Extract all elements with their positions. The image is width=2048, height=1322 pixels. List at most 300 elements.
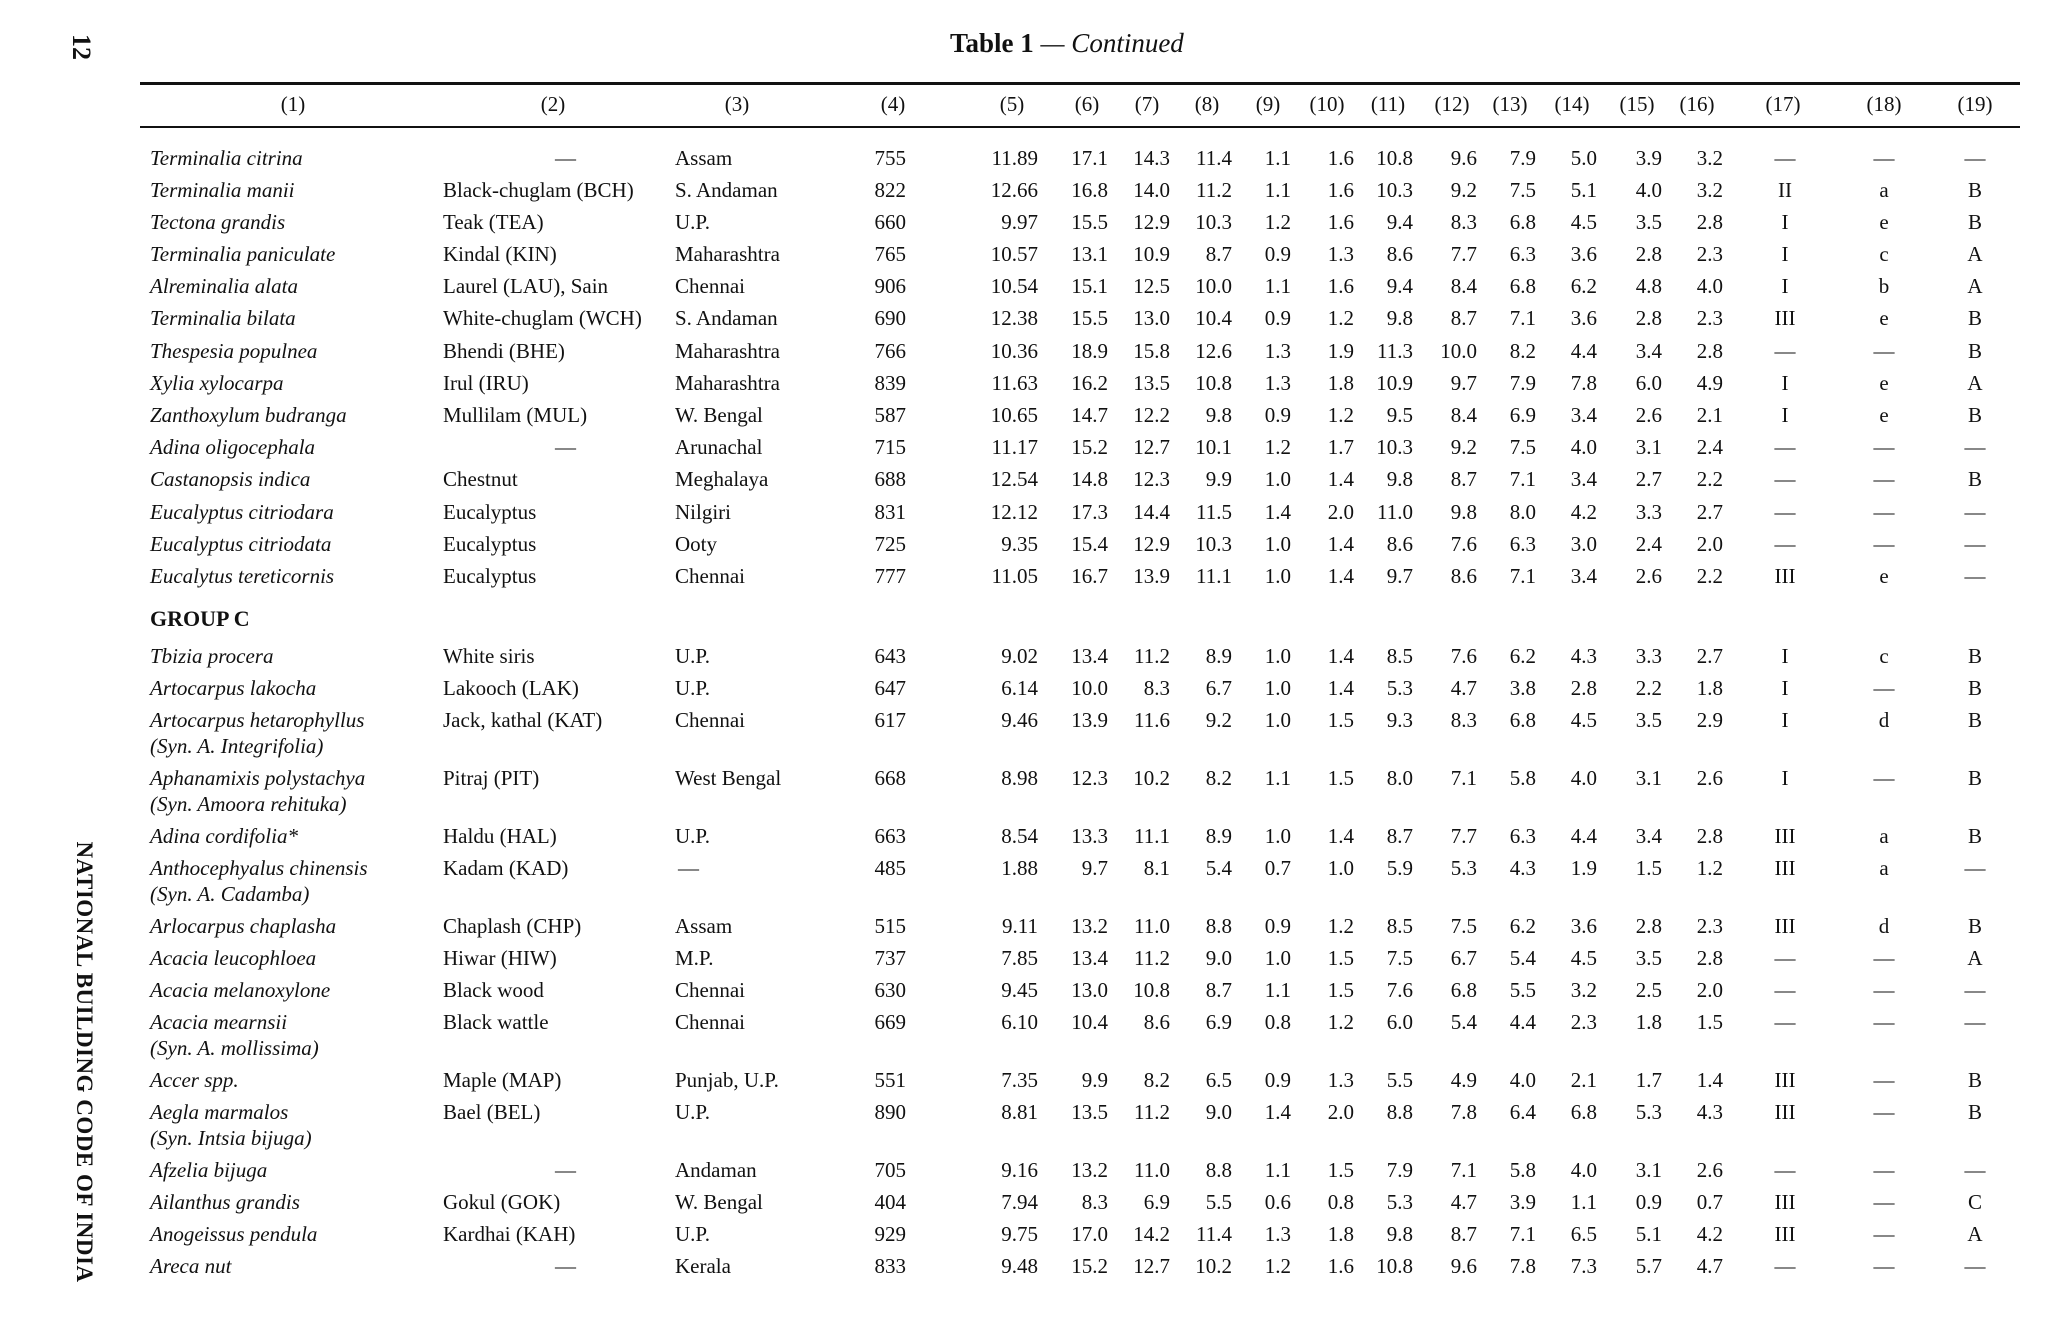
trade-name: Eucalyptus <box>443 500 537 524</box>
trade-name: Chaplash (CHP) <box>443 914 582 938</box>
cell-c14: 4.0 <box>1570 766 1597 790</box>
cell-c11: 11.0 <box>1377 500 1413 524</box>
cell-c11: 11.3 <box>1377 339 1413 363</box>
table-row <box>0 765 2048 816</box>
cell-c16: 2.6 <box>1696 766 1723 790</box>
species-name <box>150 466 310 492</box>
table-row <box>0 273 2048 303</box>
cell-c6: 16.2 <box>1071 371 1108 395</box>
table-row <box>0 1067 2048 1097</box>
cell-c11: 5.3 <box>1386 676 1413 700</box>
botanical-name: Ailanthus grandis <box>150 1190 300 1214</box>
cell-c14: 5.0 <box>1570 146 1597 170</box>
locality: Arunachal <box>675 435 763 459</box>
locality: U.P. <box>675 644 711 668</box>
cell-c10: 1.6 <box>1327 178 1354 202</box>
cell-c13: 7.1 <box>1509 306 1536 330</box>
cell-c10: 1.4 <box>1327 676 1354 700</box>
cell-c13: 5.8 <box>1509 766 1536 790</box>
cell-c9: 0.8 <box>1264 1010 1291 1034</box>
cell-c5: 8.81 <box>1001 1100 1038 1124</box>
cell-c16: 1.5 <box>1696 1010 1723 1034</box>
cell-c8: 9.8 <box>1205 403 1232 427</box>
cell-c16: 3.2 <box>1696 146 1723 170</box>
cell-c18: — <box>1873 766 1895 790</box>
cell-c16: 2.4 <box>1696 435 1723 459</box>
cell-c15: 3.4 <box>1635 339 1662 363</box>
botanical-name: Arlocarpus chaplasha <box>150 914 337 938</box>
cell-c13: 3.8 <box>1509 676 1536 700</box>
cell-c6: 15.5 <box>1071 210 1108 234</box>
cell-c18: — <box>1873 1190 1895 1214</box>
cell-c15: 3.3 <box>1635 644 1662 668</box>
locality: Maharashtra <box>675 371 780 395</box>
cell-c17: I <box>1781 766 1789 790</box>
table-row <box>0 675 2048 705</box>
cell-c10: 2.0 <box>1327 1100 1354 1124</box>
species-name <box>150 643 273 669</box>
column-header-13: (13) <box>1492 92 1528 116</box>
cell-c19: B <box>1967 306 1982 330</box>
cell-c16: 2.8 <box>1696 339 1723 363</box>
cell-c15: 2.8 <box>1635 914 1662 938</box>
cell-c8: 8.7 <box>1205 978 1232 1002</box>
cell-c17: I <box>1781 371 1789 395</box>
cell-c12: 8.3 <box>1450 708 1477 732</box>
cell-c18: — <box>1873 1222 1895 1246</box>
cell-c11: 8.6 <box>1386 242 1413 266</box>
table-row <box>0 241 2048 271</box>
cell-c12: 7.1 <box>1450 1158 1477 1182</box>
botanical-name: Acacia mearnsii <box>150 1010 288 1034</box>
cell-c5: 9.11 <box>1002 914 1038 938</box>
species-name <box>150 499 334 525</box>
cell-c17: — <box>1774 532 1796 556</box>
cell-c14: 6.2 <box>1570 274 1597 298</box>
cell-c17: I <box>1781 708 1789 732</box>
cell-c9: 1.4 <box>1264 1100 1291 1124</box>
cell-c6: 9.7 <box>1081 856 1108 880</box>
cell-c5: 9.48 <box>1001 1254 1038 1278</box>
column-header-8: (8) <box>1194 92 1220 116</box>
cell-c17: — <box>1774 978 1796 1002</box>
locality: S. Andaman <box>675 178 778 202</box>
trade-name: — <box>555 435 576 459</box>
cell-c10: 1.8 <box>1327 371 1354 395</box>
table-row <box>0 145 2048 175</box>
table-caption <box>950 28 1184 59</box>
botanical-name: Artocarpus hetarophyllus <box>150 708 365 732</box>
column-header-16: (16) <box>1679 92 1715 116</box>
cell-c7: 11.1 <box>1134 824 1170 848</box>
cell-c10: 1.6 <box>1327 210 1354 234</box>
cell-c17: III <box>1774 824 1796 848</box>
cell-c13: 4.4 <box>1509 1010 1536 1034</box>
species-name <box>150 209 285 235</box>
cell-c10: 1.0 <box>1327 856 1354 880</box>
locality: U.P. <box>675 1222 711 1246</box>
cell-c10: 2.0 <box>1327 500 1354 524</box>
cell-c16: 2.0 <box>1696 532 1723 556</box>
cell-c15: 4.8 <box>1635 274 1662 298</box>
cell-c13: 6.3 <box>1509 824 1536 848</box>
cell-c15: 2.2 <box>1635 676 1662 700</box>
cell-c12: 7.1 <box>1450 766 1477 790</box>
cell-c7: 11.2 <box>1134 644 1170 668</box>
table-row <box>0 823 2048 853</box>
cell-c8: 8.9 <box>1205 644 1232 668</box>
cell-c6: 13.4 <box>1071 946 1108 970</box>
cell-c5: 11.63 <box>991 371 1038 395</box>
trade-name: Maple (MAP) <box>443 1068 562 1092</box>
species-name <box>150 273 298 299</box>
cell-c15: 3.4 <box>1635 824 1662 848</box>
cell-c11: 9.7 <box>1386 564 1413 588</box>
cell-c7: 13.0 <box>1133 306 1170 330</box>
cell-c12: 9.6 <box>1450 1254 1477 1278</box>
table-row <box>0 499 2048 529</box>
column-header-11: (11) <box>1370 92 1406 116</box>
species-name <box>150 338 317 364</box>
cell-c19: B <box>1967 467 1982 491</box>
cell-c4: 663 <box>874 824 906 848</box>
cell-c5: 10.54 <box>990 274 1038 298</box>
cell-c8: 11.1 <box>1196 564 1232 588</box>
table-row <box>0 1157 2048 1187</box>
cell-c4: 755 <box>874 146 906 170</box>
cell-c17: I <box>1781 274 1789 298</box>
cell-c18: — <box>1873 146 1895 170</box>
cell-c18: d <box>1878 914 1890 938</box>
cell-c19: B <box>1967 1100 1982 1124</box>
cell-c5: 7.94 <box>1001 1190 1038 1214</box>
locality: Assam <box>675 146 733 170</box>
cell-c7: 12.7 <box>1133 435 1170 459</box>
cell-c18: a <box>1879 178 1889 202</box>
cell-c16: 4.9 <box>1696 371 1723 395</box>
cell-c19: A <box>1967 242 1983 266</box>
cell-c19: — <box>1964 564 1986 588</box>
cell-c7: 11.0 <box>1134 1158 1170 1182</box>
locality: Chennai <box>675 708 745 732</box>
synonym-name: (Syn. A. mollissima) <box>150 1036 319 1060</box>
locality: Punjab, U.P. <box>675 1068 779 1092</box>
locality: Ooty <box>675 532 717 556</box>
cell-c11: 10.3 <box>1376 435 1413 459</box>
botanical-name: Anogeissus pendula <box>150 1222 318 1246</box>
species-name <box>150 145 303 171</box>
cell-c7: 10.2 <box>1133 766 1170 790</box>
cell-c8: 5.4 <box>1205 856 1232 880</box>
cell-c18: — <box>1873 1068 1895 1092</box>
column-header-4: (4) <box>880 92 906 116</box>
species-name <box>150 370 284 396</box>
cell-c10: 1.9 <box>1327 339 1354 363</box>
cell-c10: 1.4 <box>1327 824 1354 848</box>
cell-c15: 5.1 <box>1635 1222 1662 1246</box>
cell-c9: 1.1 <box>1264 1158 1291 1182</box>
cell-c13: 6.8 <box>1509 708 1536 732</box>
cell-c17: III <box>1774 306 1796 330</box>
cell-c9: 1.3 <box>1264 371 1291 395</box>
cell-c18: d <box>1878 708 1890 732</box>
cell-c9: 1.1 <box>1264 766 1291 790</box>
cell-c8: 6.9 <box>1205 1010 1232 1034</box>
cell-c16: 2.8 <box>1696 210 1723 234</box>
botanical-name: Castanopsis indica <box>150 467 311 491</box>
cell-c14: 3.4 <box>1570 564 1597 588</box>
cell-c10: 1.5 <box>1327 946 1354 970</box>
cell-c13: 7.9 <box>1509 146 1536 170</box>
cell-c14: 3.6 <box>1570 242 1597 266</box>
cell-c13: 7.8 <box>1509 1254 1536 1278</box>
cell-c4: 643 <box>874 644 906 668</box>
cell-c11: 10.3 <box>1376 178 1413 202</box>
side-running-title: NATIONAL BUILDING CODE OF INDIA <box>72 841 97 1283</box>
cell-c16: 2.2 <box>1696 564 1723 588</box>
trade-name: Haldu (HAL) <box>443 824 557 848</box>
cell-c10: 1.2 <box>1327 306 1354 330</box>
cell-c15: 1.5 <box>1635 856 1662 880</box>
cell-c18: a <box>1879 856 1889 880</box>
cell-c7: 12.7 <box>1133 1254 1170 1278</box>
cell-c10: 1.4 <box>1327 564 1354 588</box>
cell-c5: 8.98 <box>1001 766 1038 790</box>
cell-c10: 1.2 <box>1327 914 1354 938</box>
trade-name: — <box>555 146 576 170</box>
synonym-name: (Syn. Intsia bijuga) <box>150 1126 312 1150</box>
cell-c8: 9.0 <box>1205 946 1232 970</box>
cell-c18: — <box>1873 339 1895 363</box>
trade-name: Pitraj (PIT) <box>443 766 540 790</box>
cell-c12: 5.4 <box>1450 1010 1477 1034</box>
cell-c19: — <box>1964 1158 1986 1182</box>
cell-c14: 6.5 <box>1570 1222 1597 1246</box>
locality: West Bengal <box>675 766 782 790</box>
column-header-1: (1) <box>280 92 306 116</box>
cell-c18: — <box>1873 435 1895 459</box>
cell-c6: 16.8 <box>1071 178 1108 202</box>
trade-name: Eucalyptus <box>443 564 537 588</box>
cell-c18: — <box>1873 946 1895 970</box>
botanical-name: Tectona grandis <box>150 210 286 234</box>
cell-c4: 831 <box>874 500 906 524</box>
cell-c16: 2.1 <box>1696 403 1723 427</box>
cell-c4: 647 <box>874 676 906 700</box>
cell-c18: — <box>1873 532 1895 556</box>
cell-c5: 7.35 <box>1001 1068 1038 1092</box>
cell-c17: II <box>1778 178 1792 202</box>
cell-c6: 13.2 <box>1071 1158 1108 1182</box>
cell-c17: III <box>1774 564 1796 588</box>
cell-c9: 1.2 <box>1264 1254 1291 1278</box>
cell-c13: 6.8 <box>1509 210 1536 234</box>
cell-c18: e <box>1879 403 1889 427</box>
cell-c12: 9.8 <box>1450 500 1477 524</box>
trade-name: Kindal (KIN) <box>443 242 557 266</box>
cell-c18: e <box>1879 306 1889 330</box>
cell-c9: 1.0 <box>1264 676 1291 700</box>
cell-c12: 7.5 <box>1450 914 1477 938</box>
cell-c9: 1.1 <box>1264 274 1291 298</box>
column-header-7: (7) <box>1134 92 1160 116</box>
column-header-6: (6) <box>1074 92 1100 116</box>
page-number: 12 <box>67 34 96 60</box>
table-row <box>0 1253 2048 1283</box>
cell-c6: 17.1 <box>1071 146 1108 170</box>
cell-c15: 0.9 <box>1635 1190 1662 1214</box>
cell-c17: — <box>1774 467 1796 491</box>
cell-c7: 8.1 <box>1143 856 1170 880</box>
column-header-row <box>0 88 2048 118</box>
cell-c8: 10.0 <box>1195 274 1232 298</box>
cell-c11: 9.8 <box>1386 467 1413 491</box>
cell-c7: 11.2 <box>1134 1100 1170 1124</box>
cell-c18: c <box>1879 644 1889 668</box>
cell-c12: 4.9 <box>1450 1068 1477 1092</box>
cell-c14: 4.0 <box>1570 435 1597 459</box>
cell-c4: 929 <box>874 1222 906 1246</box>
cell-c4: 839 <box>874 371 906 395</box>
cell-c17: — <box>1774 1010 1796 1034</box>
cell-c16: 2.8 <box>1696 946 1723 970</box>
cell-c13: 5.5 <box>1509 978 1536 1002</box>
cell-c5: 12.12 <box>990 500 1038 524</box>
cell-c9: 0.6 <box>1264 1190 1291 1214</box>
cell-c12: 4.7 <box>1450 1190 1477 1214</box>
cell-c18: a <box>1879 824 1889 848</box>
locality: W. Bengal <box>675 403 763 427</box>
botanical-name: Xylia xylocarpa <box>150 371 284 395</box>
cell-c18: — <box>1873 1010 1895 1034</box>
locality: Nilgiri <box>675 500 731 524</box>
cell-c14: 4.3 <box>1570 644 1597 668</box>
column-header-5: (5) <box>999 92 1025 116</box>
cell-c9: 1.2 <box>1264 435 1291 459</box>
cell-c8: 11.4 <box>1196 146 1232 170</box>
cell-c4: 617 <box>874 708 906 732</box>
column-header-12: (12) <box>1434 92 1470 116</box>
trade-name: Laurel (LAU), Sain <box>443 274 609 298</box>
cell-c16: 4.7 <box>1696 1254 1723 1278</box>
cell-c16: 1.2 <box>1696 856 1723 880</box>
column-header-15: (15) <box>1619 92 1655 116</box>
cell-c7: 14.4 <box>1133 500 1170 524</box>
cell-c4: 705 <box>874 1158 906 1182</box>
cell-c5: 12.66 <box>990 178 1038 202</box>
cell-c8: 8.9 <box>1205 824 1232 848</box>
cell-c10: 1.8 <box>1327 1222 1354 1246</box>
cell-c18: b <box>1878 274 1890 298</box>
trade-name: Bael (BEL) <box>443 1100 541 1124</box>
species-name <box>150 1099 312 1151</box>
species-name <box>150 402 347 428</box>
cell-c8: 10.3 <box>1195 532 1232 556</box>
cell-c16: 2.3 <box>1696 914 1723 938</box>
cell-c7: 12.2 <box>1133 403 1170 427</box>
cell-c7: 10.8 <box>1133 978 1170 1002</box>
cell-c14: 4.5 <box>1570 946 1597 970</box>
trade-name: Black-chuglam (BCH) <box>443 178 634 202</box>
cell-c4: 765 <box>874 242 906 266</box>
cell-c19: C <box>1967 1190 1982 1214</box>
species-name <box>150 241 335 267</box>
cell-c17: — <box>1774 1158 1796 1182</box>
cell-c5: 12.38 <box>990 306 1038 330</box>
species-name <box>150 675 316 701</box>
cell-c13: 7.1 <box>1509 1222 1536 1246</box>
cell-c9: 1.0 <box>1264 708 1291 732</box>
cell-c16: 2.3 <box>1696 242 1723 266</box>
trade-name: White siris <box>443 644 535 668</box>
cell-c12: 9.7 <box>1450 371 1477 395</box>
cell-c18: e <box>1879 210 1889 234</box>
cell-c17: III <box>1774 856 1796 880</box>
species-name <box>150 765 365 817</box>
cell-c10: 1.4 <box>1327 467 1354 491</box>
cell-c13: 7.9 <box>1509 371 1536 395</box>
cell-c6: 13.9 <box>1071 708 1108 732</box>
cell-c8: 10.4 <box>1195 306 1232 330</box>
cell-c16: 2.6 <box>1696 1158 1723 1182</box>
trade-name: Black wattle <box>443 1010 549 1034</box>
cell-c8: 11.4 <box>1196 1222 1232 1246</box>
cell-c11: 7.5 <box>1386 946 1413 970</box>
cell-c18: — <box>1873 500 1895 524</box>
cell-c4: 890 <box>874 1100 906 1124</box>
cell-c15: 1.7 <box>1635 1068 1662 1092</box>
table-row <box>0 1009 2048 1060</box>
cell-c14: 3.4 <box>1570 467 1597 491</box>
cell-c7: 15.8 <box>1133 339 1170 363</box>
species-name <box>150 434 315 460</box>
cell-c9: 0.9 <box>1264 306 1291 330</box>
cell-c15: 3.3 <box>1635 500 1662 524</box>
cell-c16: 2.2 <box>1696 467 1723 491</box>
cell-c8: 8.7 <box>1205 242 1232 266</box>
cell-c9: 1.4 <box>1264 500 1291 524</box>
cell-c14: 4.0 <box>1570 1158 1597 1182</box>
botanical-name: Zanthoxylum budranga <box>150 403 347 427</box>
cell-c7: 14.3 <box>1133 146 1170 170</box>
cell-c16: 4.0 <box>1696 274 1723 298</box>
cell-c19: B <box>1967 914 1982 938</box>
locality: Andaman <box>675 1158 757 1182</box>
botanical-name: Adina cordifolia* <box>150 824 298 848</box>
cell-c8: 8.8 <box>1205 1158 1232 1182</box>
cell-c11: 9.8 <box>1386 306 1413 330</box>
species-name <box>150 563 334 589</box>
species-name <box>150 1067 239 1093</box>
locality: M.P. <box>675 946 714 970</box>
cell-c15: 2.8 <box>1635 306 1662 330</box>
locality: Maharashtra <box>675 339 780 363</box>
cell-c7: 13.9 <box>1133 564 1170 588</box>
group-heading: GROUP C <box>150 606 250 631</box>
cell-c17: — <box>1774 339 1796 363</box>
trade-name: Jack, kathal (KAT) <box>443 708 603 732</box>
cell-c14: 2.3 <box>1570 1010 1597 1034</box>
cell-c14: 4.4 <box>1570 824 1597 848</box>
cell-c5: 11.89 <box>991 146 1038 170</box>
cell-c6: 14.8 <box>1071 467 1108 491</box>
botanical-name: Accer spp. <box>150 1068 239 1092</box>
cell-c6: 10.4 <box>1071 1010 1108 1034</box>
cell-c10: 1.7 <box>1327 435 1354 459</box>
cell-c14: 4.2 <box>1570 500 1597 524</box>
cell-c4: 515 <box>874 914 906 938</box>
botanical-name: Eucalytus tereticornis <box>150 564 335 588</box>
